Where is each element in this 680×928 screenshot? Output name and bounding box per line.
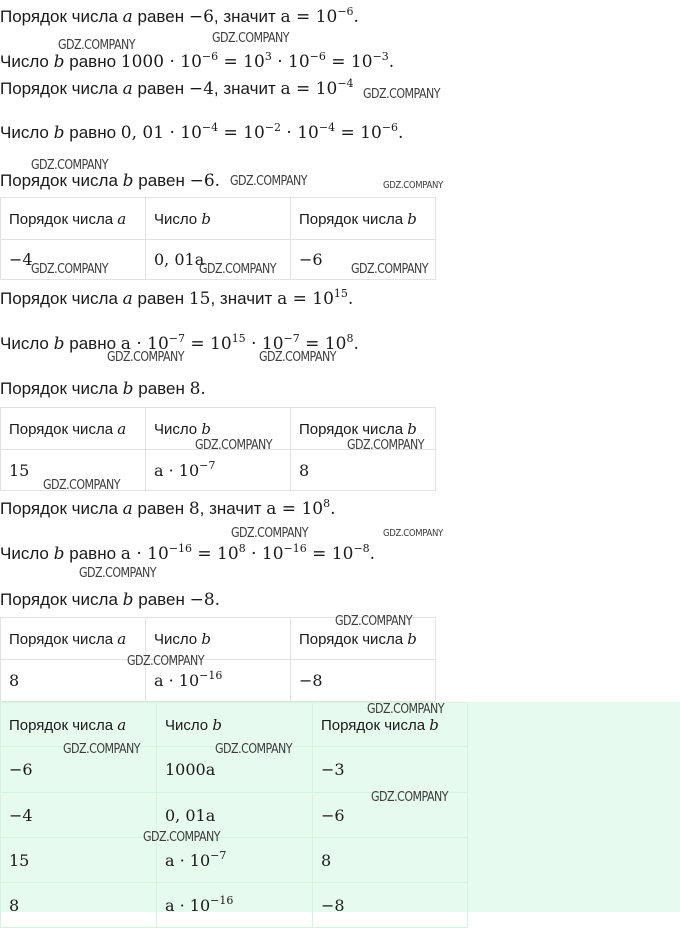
watermark: GDZ.COMPANY bbox=[127, 654, 205, 669]
table-header: Порядок числа b bbox=[291, 618, 436, 660]
watermark: GDZ.COMPANY bbox=[351, 262, 429, 277]
statement-line: Порядок числа a равен 15, значит $a = 10^{15}$. bbox=[0, 287, 354, 309]
table-cell: 0, 01a bbox=[146, 240, 291, 280]
statement-line: Порядок числа b равен 8. bbox=[0, 379, 206, 399]
statement-line: Число b равно $a \cdot 10^{-16} = 10^8 \cdot 10^{-16} = 10^{-8}$. bbox=[0, 542, 376, 564]
watermark: GDZ.COMPANY bbox=[230, 174, 308, 189]
table-header: Порядок числа a bbox=[1, 408, 146, 450]
watermark: GDZ.COMPANY bbox=[259, 350, 337, 365]
statement-line: Порядок числа a равен 8, значит $a = 10^8$. bbox=[0, 497, 336, 519]
watermark: GDZ.COMPANY bbox=[371, 790, 449, 805]
table-header: Число b bbox=[146, 618, 291, 660]
watermark: GDZ.COMPANY bbox=[199, 262, 277, 277]
table-cell: −6 bbox=[291, 240, 436, 280]
summary-panel bbox=[0, 702, 680, 915]
table-cell: 8 bbox=[1, 660, 146, 702]
summary-table bbox=[0, 702, 468, 928]
table-cell: $a \cdot 10^{-7}$ bbox=[146, 450, 291, 491]
watermark: GDZ.COMPANY bbox=[43, 478, 121, 493]
table-header: Порядок числа a bbox=[1, 198, 146, 240]
table-cell: −4 bbox=[1, 240, 146, 280]
table-cell: −8 bbox=[291, 660, 436, 702]
watermark: GDZ.COMPANY bbox=[31, 262, 109, 277]
table-cell: 1000a bbox=[157, 747, 313, 793]
watermark: GDZ.COMPANY bbox=[347, 438, 425, 453]
table-header: Порядок числа a bbox=[1, 618, 146, 660]
statement-line: Порядок числа a равен −4, значит $a = 10^{-4}$ bbox=[0, 77, 354, 99]
table-cell: 8 bbox=[313, 838, 468, 883]
table-cell: −6 bbox=[1, 747, 157, 793]
statement-line: Число b равно $a \cdot 10^{-7} = 10^{15} \cdot 10^{-7} = 10^8$. bbox=[0, 332, 359, 354]
statement-line: Порядок числа b равен −8. bbox=[0, 590, 221, 610]
table-cell: 0, 01a bbox=[157, 793, 313, 838]
table-cell: 15 bbox=[1, 450, 146, 491]
table-cell: −8 bbox=[313, 883, 468, 928]
table-header: Порядок числа b bbox=[313, 703, 468, 747]
watermark: GDZ.COMPANY bbox=[383, 528, 443, 539]
table-cell: 15 bbox=[1, 838, 157, 883]
table-cell: $a \cdot 10^{-7}$ bbox=[157, 838, 313, 883]
table-header: Число b bbox=[157, 703, 313, 747]
table-cell: $a \cdot 10^{-16}$ bbox=[157, 883, 313, 928]
table-cell: −4 bbox=[1, 793, 157, 838]
table-cell: $a \cdot 10^{-16}$ bbox=[146, 660, 291, 702]
statement-line: Порядок числа a равен −6, значит $a = 10^{-6}$. bbox=[0, 5, 359, 27]
statement-line: Порядок числа b равен −6. bbox=[0, 171, 221, 191]
table-header: Порядок числа b bbox=[291, 198, 436, 240]
table-header: Порядок числа a bbox=[1, 703, 157, 747]
watermark: GDZ.COMPANY bbox=[215, 742, 293, 757]
watermark: GDZ.COMPANY bbox=[79, 566, 157, 581]
statement-line: Число b равно 0, $01 \cdot 10^{-4} = 10^{-2} \cdot 10^{-4} = 10^{-6}$. bbox=[0, 121, 404, 143]
watermark: GDZ.COMPANY bbox=[335, 614, 413, 629]
watermark: GDZ.COMPANY bbox=[383, 180, 443, 191]
watermark: GDZ.COMPANY bbox=[231, 526, 309, 541]
table-cell: −6 bbox=[313, 793, 468, 838]
table-cell: 8 bbox=[1, 883, 157, 928]
watermark: GDZ.COMPANY bbox=[58, 38, 136, 53]
result-table bbox=[0, 617, 436, 702]
statement-line: Число b равно $1000 \cdot 10^{-6} = 10^3 \cdot 10^{-6} = 10^{-3}$. bbox=[0, 50, 395, 72]
watermark: GDZ.COMPANY bbox=[31, 158, 109, 173]
table-header: Число b bbox=[146, 198, 291, 240]
table-header: Число b bbox=[146, 408, 291, 450]
table-cell: −3 bbox=[313, 747, 468, 793]
watermark: GDZ.COMPANY bbox=[195, 438, 273, 453]
watermark: GDZ.COMPANY bbox=[367, 702, 445, 717]
watermark: GDZ.COMPANY bbox=[143, 830, 221, 845]
watermark: GDZ.COMPANY bbox=[63, 742, 141, 757]
watermark: GDZ.COMPANY bbox=[363, 87, 441, 102]
table-header: Порядок числа b bbox=[291, 408, 436, 450]
watermark: GDZ.COMPANY bbox=[107, 350, 185, 365]
watermark: GDZ.COMPANY bbox=[212, 31, 290, 46]
table-cell: 8 bbox=[291, 450, 436, 491]
